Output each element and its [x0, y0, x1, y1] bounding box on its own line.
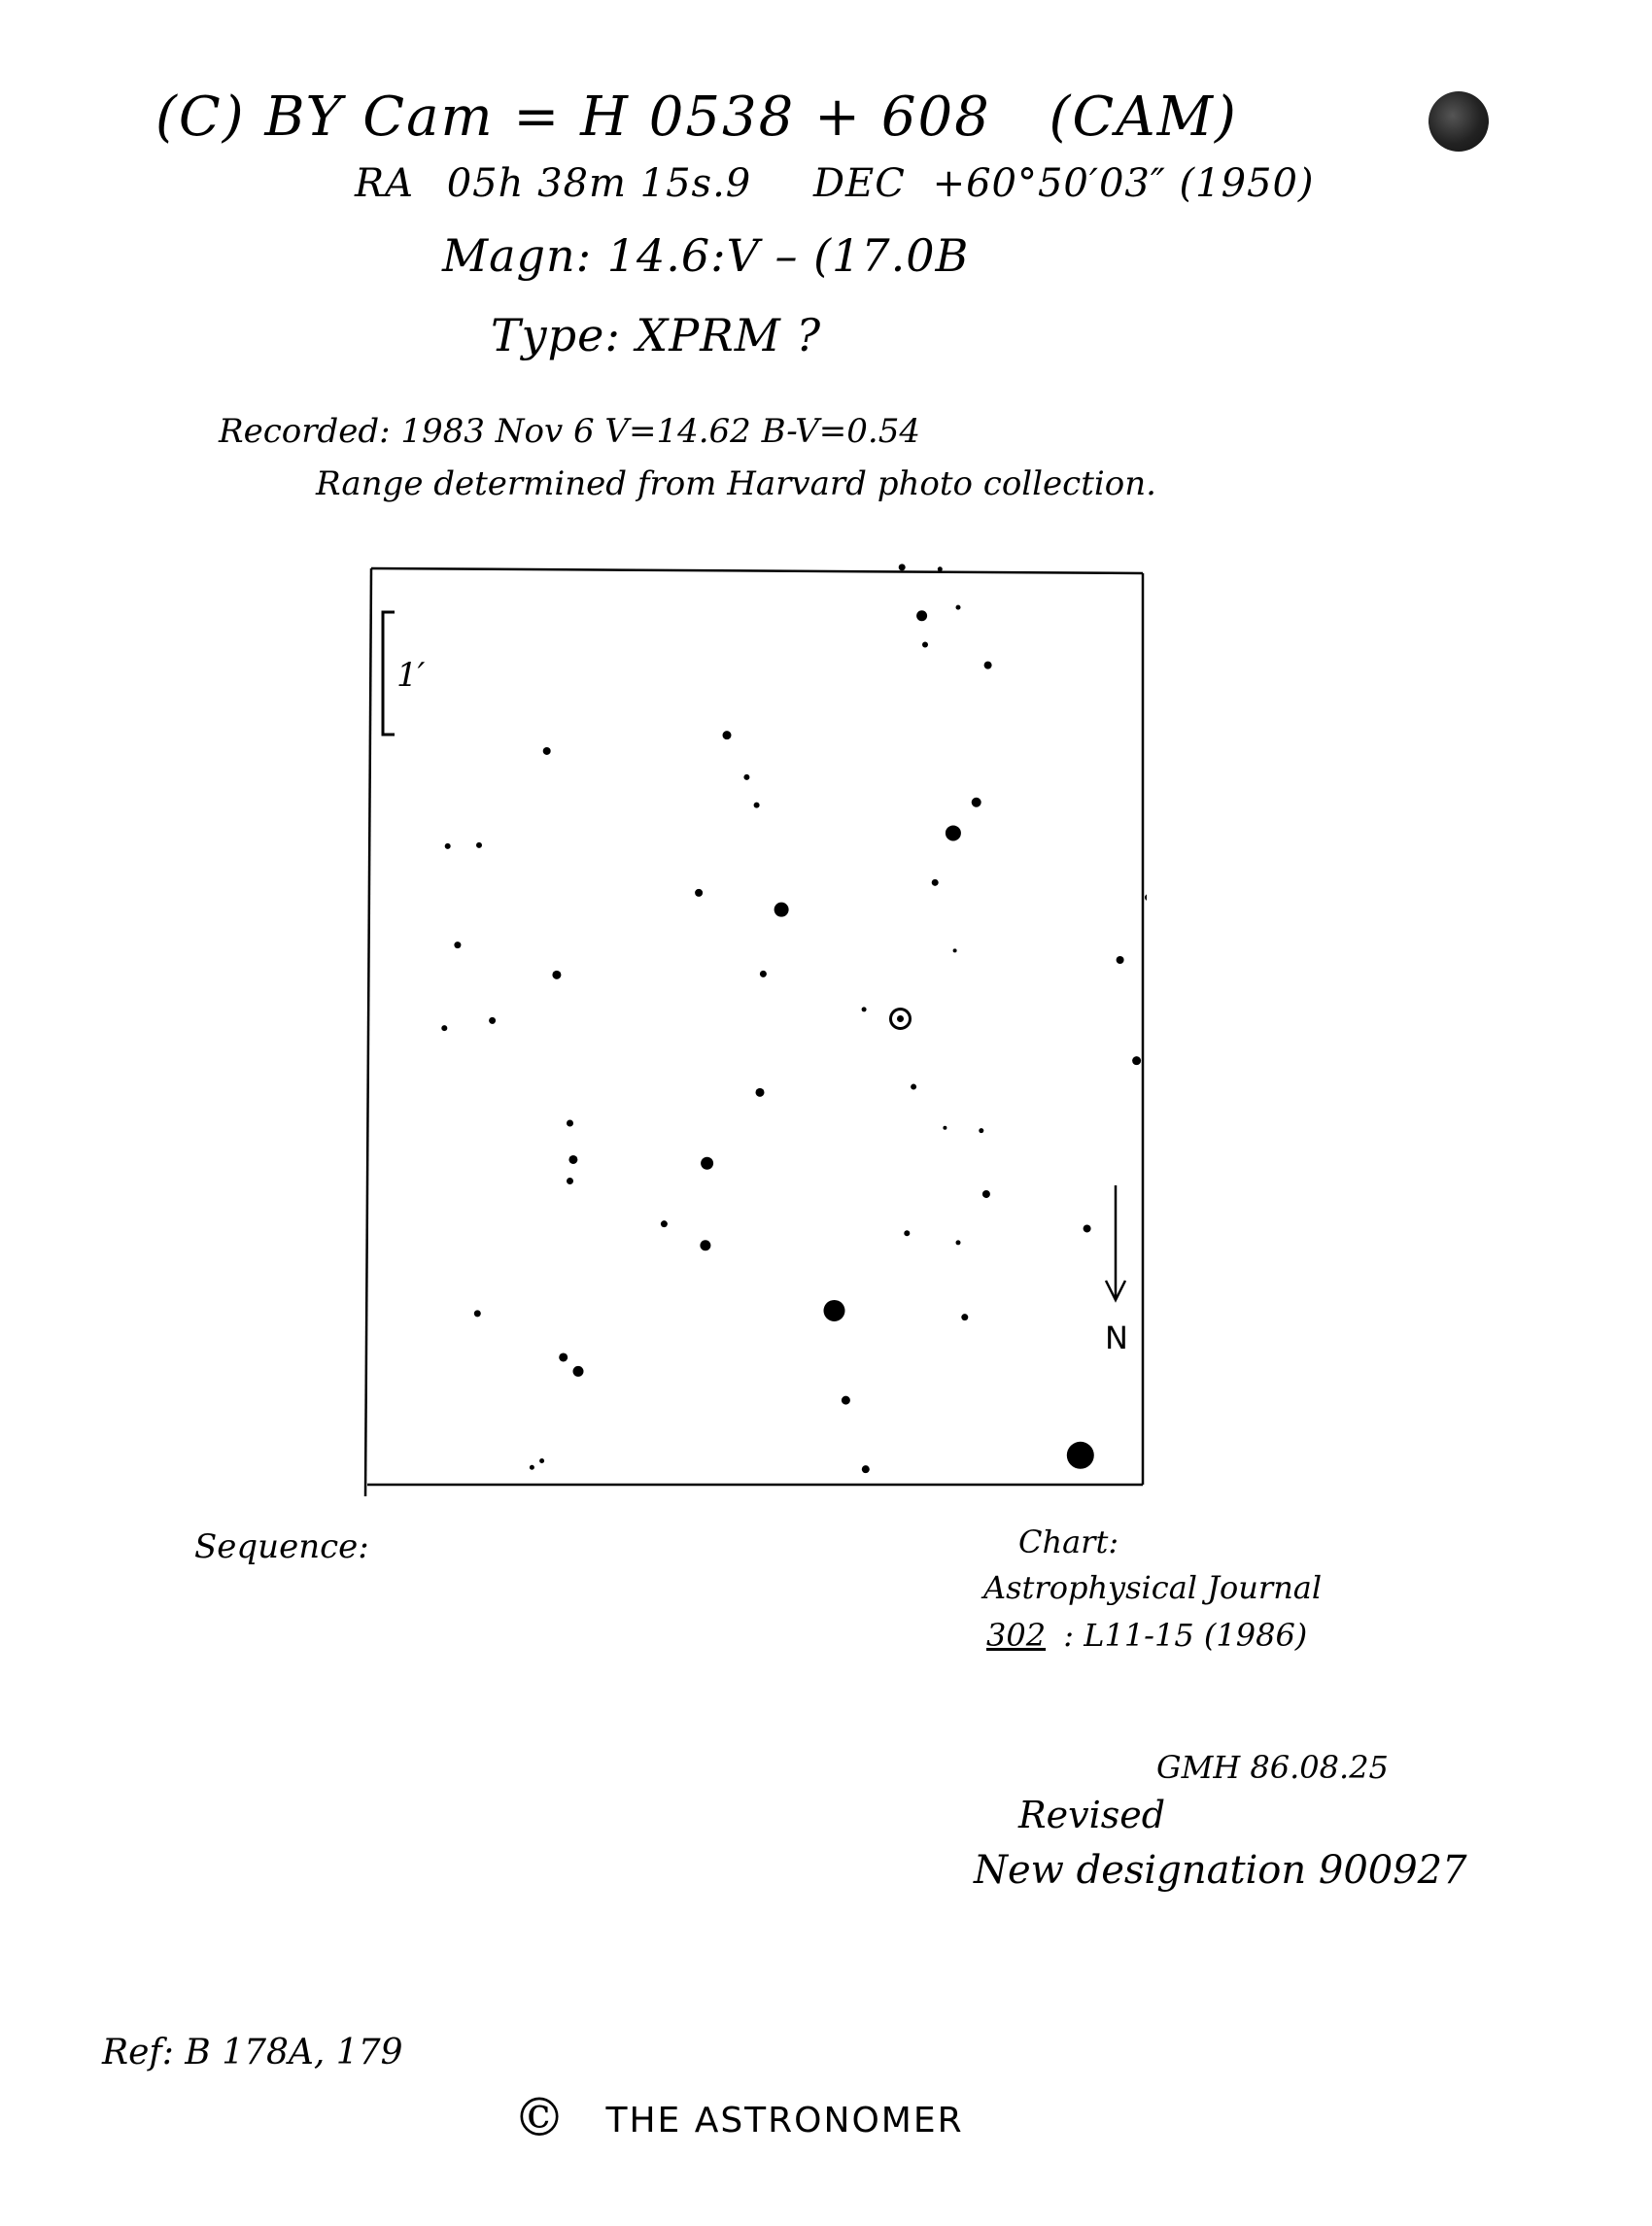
star-51: [573, 1366, 584, 1377]
ink-blot: [1428, 91, 1489, 152]
chart-reference: [986, 1617, 1307, 1654]
star-44: [904, 1230, 910, 1236]
recorded-line: Recorded: 1983 Nov 6 V=14.62 B-V=0.54: [219, 412, 920, 451]
constellation-label: (CAM): [1049, 86, 1238, 149]
star-41: [982, 1190, 990, 1198]
star-42: [661, 1220, 668, 1227]
chart-pages: : L11-15 (1986): [1063, 1617, 1308, 1654]
coordinates-line: [355, 161, 1315, 206]
star-47: [474, 1310, 481, 1317]
range-note: Range determined from Harvard photo collection.: [316, 464, 1156, 503]
star-0: [899, 564, 906, 570]
scale-label: 1′: [396, 656, 426, 695]
chart-label: Chart:: [1018, 1524, 1119, 1560]
star-4: [922, 642, 928, 648]
star-25: [953, 948, 957, 952]
star-20: [932, 879, 939, 886]
star-13: [754, 803, 760, 808]
star-52: [842, 1396, 850, 1405]
star-56: [539, 1458, 544, 1463]
star-field: [441, 564, 1147, 1473]
star-21: [1145, 894, 1147, 901]
star-37: [979, 1128, 983, 1133]
ra-value: 05h 38m 15s.9: [446, 161, 752, 206]
star-32: [1132, 1056, 1141, 1065]
star-58: [862, 1465, 870, 1473]
star-49: [961, 1314, 968, 1320]
north-label: N: [1105, 1319, 1128, 1356]
star-38: [568, 1155, 577, 1164]
variable-star-marker: [891, 1009, 911, 1028]
star-18: [695, 889, 703, 897]
star-14: [972, 798, 981, 807]
star-34: [911, 1084, 916, 1090]
star-3: [956, 605, 961, 610]
copyright-text: THE ASTRONOMER: [605, 2101, 964, 2140]
sequence-label: Sequence:: [194, 1527, 369, 1566]
revised-label: Revised: [1018, 1794, 1166, 1836]
dec-value: +60°50′03″: [932, 161, 1166, 206]
copyright-icon: ©: [513, 2087, 566, 2148]
scale-bar: [383, 612, 426, 735]
star-11: [723, 731, 732, 739]
star-1: [938, 566, 943, 571]
star-45: [956, 1240, 961, 1245]
new-designation: New designation 900927: [974, 1848, 1467, 1893]
star-39: [701, 1157, 713, 1170]
star-10: [543, 747, 551, 755]
star-33: [756, 1088, 765, 1097]
ra-label: RA: [355, 161, 415, 206]
copyright-line: [513, 2087, 964, 2148]
star-43: [700, 1240, 710, 1250]
star-2: [916, 610, 927, 621]
star-46: [1084, 1224, 1091, 1232]
star-19: [774, 903, 789, 917]
star-29: [862, 1007, 867, 1011]
type-line: Type: XPRM ?: [491, 309, 822, 361]
star-57: [530, 1465, 534, 1470]
reference-line: Ref: B 178A, 179: [102, 2033, 403, 2072]
title-designation: (C) BY Cam = H 0538 + 608: [155, 86, 991, 149]
star-28: [760, 971, 767, 977]
star-30: [441, 1025, 447, 1031]
title: [155, 86, 1238, 149]
dec-label: DEC: [812, 161, 906, 206]
star-15: [946, 825, 961, 840]
star-31: [489, 1017, 496, 1024]
magnitude-line: Magn: 14.6:V – (17.0B: [442, 229, 970, 282]
chart-volume: 302: [986, 1617, 1047, 1654]
star-40: [567, 1178, 573, 1184]
epoch-label: (1950): [1179, 161, 1315, 206]
finder-chart: [360, 564, 1147, 1496]
star-17: [476, 842, 482, 848]
star-26: [1117, 956, 1124, 964]
star-27: [552, 971, 561, 979]
star-53: [1067, 1442, 1094, 1469]
star-50: [559, 1353, 568, 1361]
chart-source: Astrophysical Journal: [983, 1569, 1323, 1606]
author-date: GMH 86.08.25: [1156, 1749, 1389, 1786]
chart-frame: [365, 568, 1143, 1496]
star-24: [454, 942, 461, 948]
star-48: [824, 1300, 845, 1321]
north-arrow: [1105, 1185, 1128, 1356]
star-36: [943, 1126, 946, 1130]
star-16: [445, 843, 451, 849]
star-12: [743, 774, 749, 780]
star-5: [984, 662, 992, 669]
star-35: [567, 1120, 573, 1127]
